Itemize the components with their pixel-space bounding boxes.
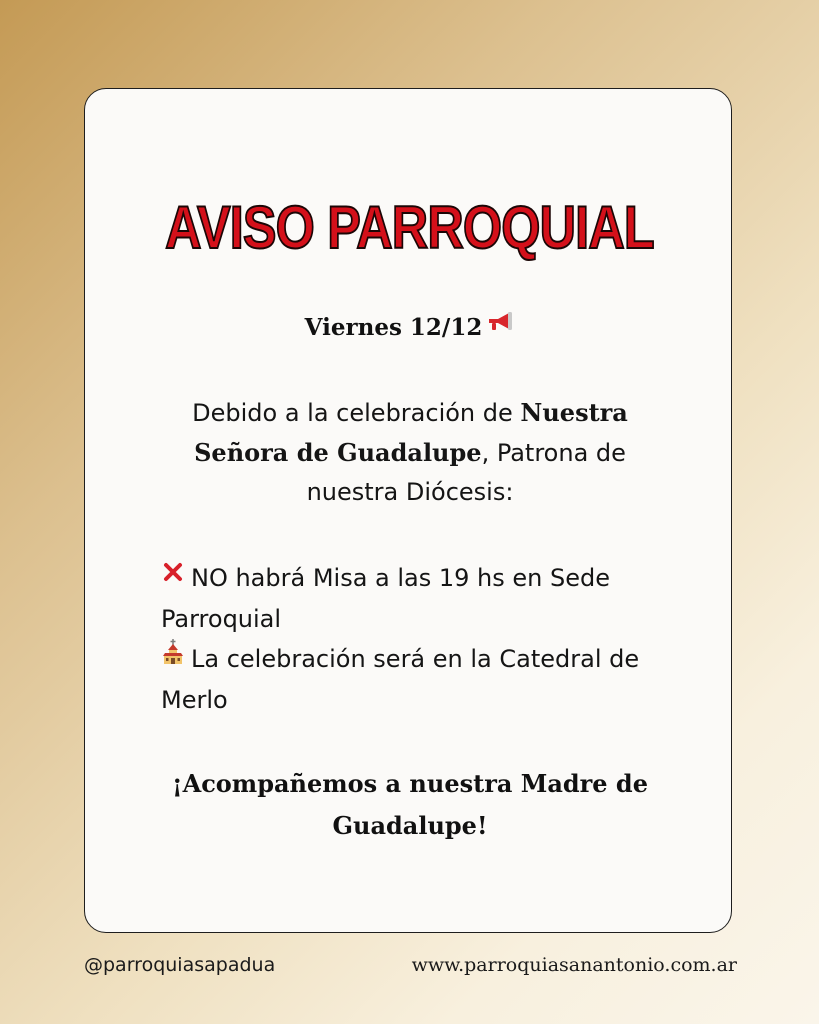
notice-title: AVISO PARROQUIAL <box>165 194 654 261</box>
social-handle-link[interactable]: @parroquiasapadua <box>84 954 276 976</box>
cross-mark-icon <box>161 556 185 596</box>
list-item-no-mass <box>161 558 661 639</box>
intro-text-1: Debido a la celebración de <box>192 399 521 427</box>
list-item-text: La celebración será en la Catedral de Merlo <box>161 645 640 714</box>
date-text: Viernes 12/12 <box>304 314 483 341</box>
intro-highlight: Nuestra Señora de Guadalupe <box>194 398 628 467</box>
intro-text-2: , Patrona de nuestra Diócesis: <box>306 439 626 506</box>
website-link[interactable]: www.parroquiasanantonio.com.ar <box>411 954 737 976</box>
intro-paragraph <box>150 393 670 512</box>
megaphone-icon <box>486 307 514 347</box>
notice-date <box>0 308 819 349</box>
list-item-cathedral <box>161 639 661 720</box>
notice-list <box>161 558 661 720</box>
closing-message: ¡Acompañemos a nuestra Madre de Guadalupe! <box>172 769 648 840</box>
church-icon <box>161 637 185 677</box>
list-item-text: NO habrá Misa a las 19 hs en Sede Parroquial <box>161 564 611 633</box>
